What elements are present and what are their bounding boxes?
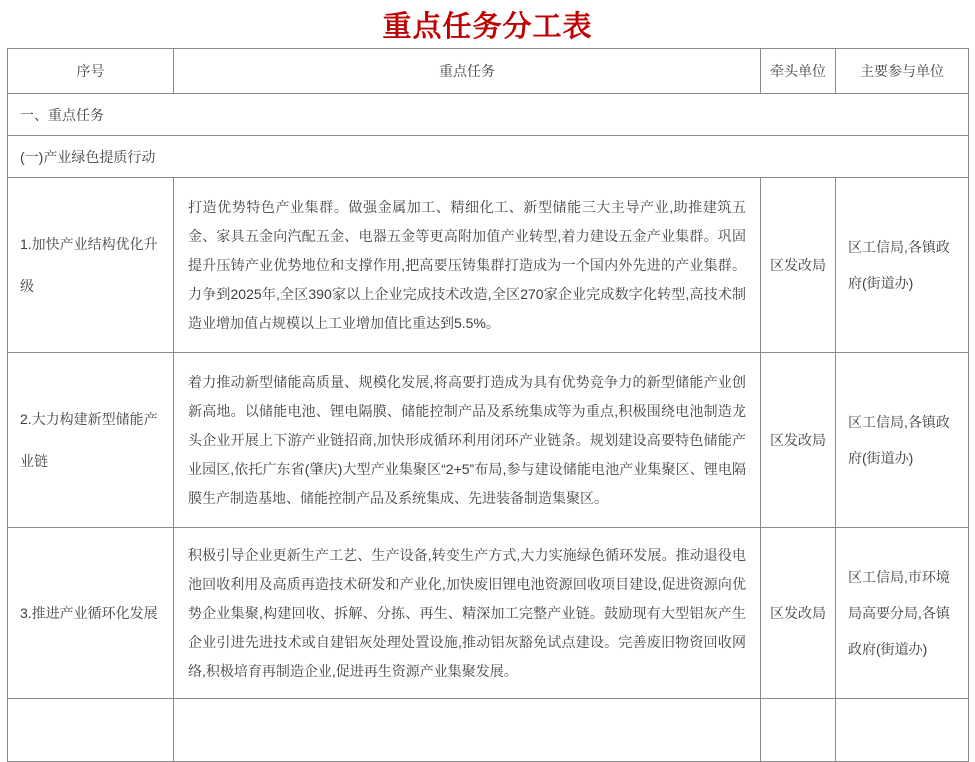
row-number-cell: 3.推进产业循环化发展: [8, 528, 174, 699]
table-row: [8, 353, 969, 528]
task-description-cell: [174, 699, 761, 762]
section-row-key-tasks: [8, 94, 969, 136]
section-label-key-tasks: 一、重点任务: [8, 94, 969, 136]
header-lead-unit: 牵头单位: [761, 49, 836, 94]
title-bar: [0, 0, 975, 48]
lead-unit-cell: 区发改局: [761, 178, 836, 353]
task-division-table: [7, 48, 969, 762]
table-row: [8, 178, 969, 353]
participants-cell: [836, 699, 969, 762]
header-serial-number: 序号: [8, 49, 174, 94]
task-description-cell: 着力推动新型储能高质量、规模化发展,将高要打造成为具有优势竞争力的新型储能产业创新高地。以储能电池、锂电隔膜、储能控制产品及系统集成等为重点,积极围绕电池制造龙头企业开展上下游产业链招商,加快形成循环利用闭环产业链条。规划建设高要特色储能产业园区,依托广东省(肇庆)大型产业集聚区“2+5”布局,参与建设储能电池产业集聚区、锂电隔膜生产制造基地、储能控制产品及系统集成、先进装备制造集聚区。: [174, 353, 761, 528]
participants-cell: 区工信局,各镇政府(街道办): [836, 353, 969, 528]
header-participating-units: 主要参与单位: [836, 49, 969, 94]
table-header-row: [8, 49, 969, 94]
table-row: [8, 528, 969, 699]
row-number-cell: 2.大力构建新型储能产业链: [8, 353, 174, 528]
participants-cell: 区工信局,市环境局高要分局,各镇政府(街道办): [836, 528, 969, 699]
header-key-task: 重点任务: [174, 49, 761, 94]
task-description-cell: 积极引导企业更新生产工艺、生产设备,转变生产方式,大力实施绿色循环发展。推动退役电池回收利用及高质再造技术研发和产业化,加快废旧锂电池资源回收项目建设,促进资源向优势企业集聚,构建回收、拆解、分拣、再生、精深加工完整产业链。鼓励现有大型铝灰产生企业引进先进技术或自建铝灰处理处置设施,推动铝灰豁免试点建设。完善废旧物资回收网络,积极培育再制造企业,促进再生资源产业集聚发展。: [174, 528, 761, 699]
section-label-green-upgrade-action: (一)产业绿色提质行动: [8, 136, 969, 178]
participants-cell: 区工信局,各镇政府(街道办): [836, 178, 969, 353]
task-description-cell: 打造优势特色产业集群。做强金属加工、精细化工、新型储能三大主导产业,助推建筑五金、家具五金向汽配五金、电器五金等更高附加值产业转型,着力建设五金产业集群。巩固提升压铸产业优势地位和支撑作用,把高要压铸集群打造成为一个国内外先进的产业集群。力争到2025年,全区390家以上企业完成技术改造,全区270家企业完成数字化转型,高技术制造业增加值占规模以上工业增加值比重达到5.5%。: [174, 178, 761, 353]
row-number-cell: 1.加快产业结构优化升级: [8, 178, 174, 353]
lead-unit-cell: 区发改局: [761, 353, 836, 528]
row-number-cell: [8, 699, 174, 762]
lead-unit-cell: 区发改局: [761, 528, 836, 699]
section-row-green-upgrade-action: [8, 136, 969, 178]
lead-unit-cell: [761, 699, 836, 762]
page-title: 重点任务分工表: [382, 10, 593, 43]
table-row-partial: [8, 699, 969, 762]
